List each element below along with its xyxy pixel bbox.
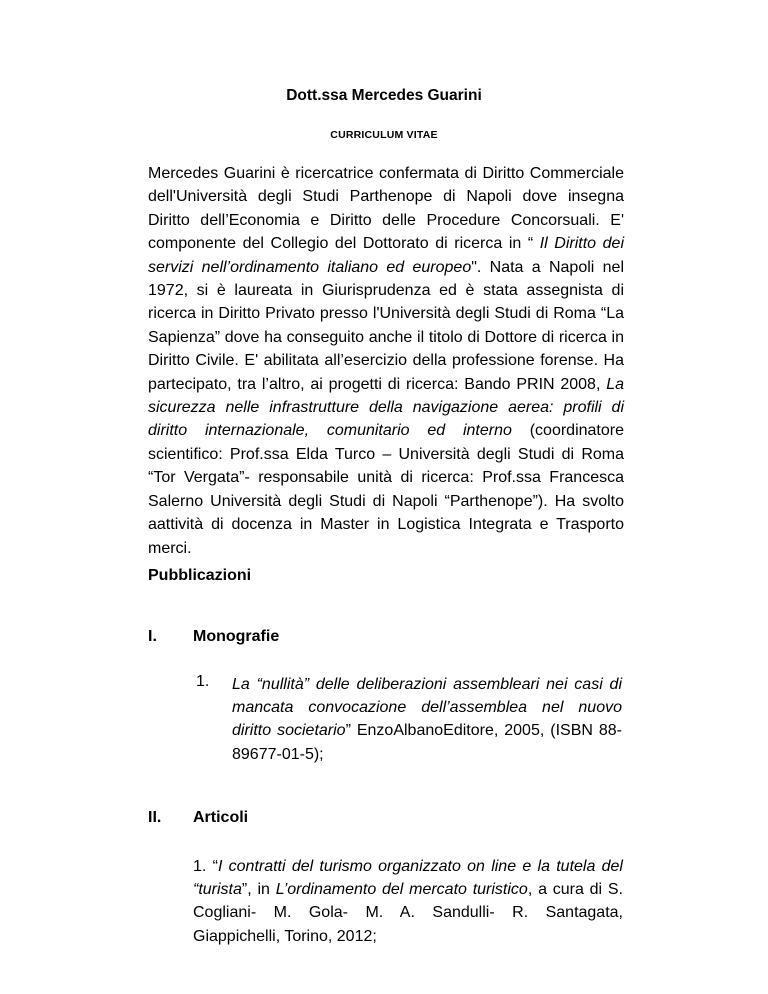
article-book-title: L’ordinamento del mercato turistico: [275, 881, 528, 899]
monograph-number: 1.: [196, 673, 210, 690]
section-title-monografie: Monografie: [193, 628, 280, 645]
bio-intro: Mercedes Guarini è ricercatrice confermata di Diritto Commerciale dell'Università degli Studi Parthenope di Napoli dove insegna Diritto dell’Economia e Diritto delle Procedure Concorsuali. E' componente del Collegio del Dottorato di ricerca in “: [148, 165, 624, 253]
section-numeral-articoli: II.: [148, 809, 162, 826]
article-middle: ”, in: [241, 881, 276, 899]
article-prefix: 1. “: [193, 858, 218, 875]
publications-heading: Pubblicazioni: [148, 567, 252, 584]
article-details: , a cura di S. Cogliani- M. Gola- M. A. Sandulli- R. Santagata, Giappichelli, Torino, 2012;: [193, 881, 624, 945]
document-title: Dott.ssa Mercedes Guarini: [286, 87, 482, 104]
document-subtitle: CURRICULUM VITAE: [330, 129, 438, 141]
doctorate-title: Il Diritto dei servizi nell’ordinamento italiano ed europeo: [148, 235, 624, 276]
section-numeral-monografie: I.: [148, 628, 157, 645]
bio-end: (coordinatore scientifico: Prof.ssa Elda Turco – Università degli Studi di Roma “Tor Vergata”- responsabile unità di ricerca: Prof.ssa Francesca Salerno Università degli Studi di Napoli “Parthenope”). Ha svolto aattività di docenza in Master in Logistica Integrata e Trasporto merci.: [148, 422, 624, 557]
monograph-title: La “nullità” delle deliberazioni assembleari nei casi di mancata convocazione dell’assemblea nel nuovo diritto societario: [232, 676, 622, 740]
section-title-articoli: Articoli: [193, 809, 249, 826]
monograph-details: ” EnzoAlbanoEditore, 2005, (ISBN 88-89677-01-5);: [232, 722, 622, 763]
bio-middle: ". Nata a Napoli nel 1972, si è laureata in Giurisprudenza ed è stata assegnista di ricerca in Diritto Privato presso l'Università degli Studi di Roma “La Sapienza” dove ha conseguito anche il titolo di Dottore di ricerca in Diritto Civile. E' abilitata all’esercizio della professione forense. Ha partecipato, tra l’altro, ai progetti di ricerca: Bando PRIN 2008,: [148, 258, 624, 393]
project-title: La sicurezza nelle infrastrutture della navigazione aerea: profili di diritto internazionale, comunitario ed interno: [148, 375, 624, 440]
monograph-item: [232, 673, 622, 766]
article-title: I contratti del turismo organizzato on line e la tutela del “turista: [193, 858, 623, 899]
article-item: [193, 855, 623, 948]
bio-paragraph: [148, 162, 624, 560]
